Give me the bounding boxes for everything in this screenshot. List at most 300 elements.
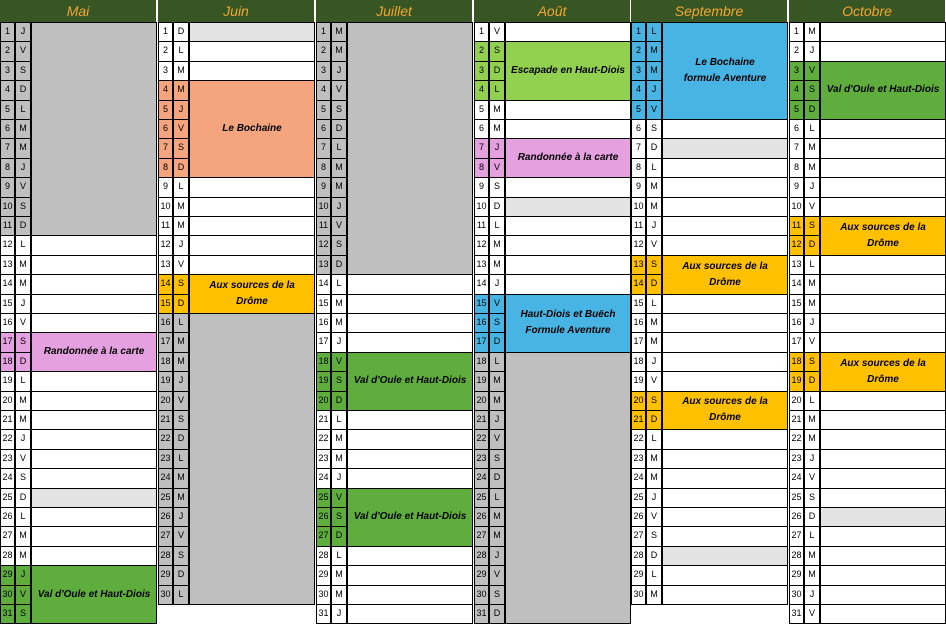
- day-slot[interactable]: [820, 449, 946, 469]
- day-number: 27: [316, 526, 331, 546]
- day-of-week: L: [489, 216, 505, 236]
- day-of-week: J: [489, 138, 505, 158]
- day-of-week: S: [646, 391, 662, 411]
- event-block[interactable]: Aux sources de la Drôme: [820, 352, 946, 392]
- day-of-week: S: [173, 138, 189, 158]
- day-of-week: V: [646, 371, 662, 391]
- day-number: 17: [789, 332, 804, 352]
- day-number: 20: [158, 391, 173, 411]
- day-of-week: M: [489, 391, 505, 411]
- day-number: 18: [474, 352, 489, 372]
- day-number: 4: [158, 80, 173, 100]
- unavailable-block: [189, 313, 315, 605]
- day-of-week: J: [804, 313, 820, 333]
- day-number: 4: [316, 80, 331, 100]
- day-of-week: S: [489, 449, 505, 469]
- day-of-week: M: [15, 119, 31, 139]
- day-of-week: J: [489, 546, 505, 566]
- day-slot[interactable]: [820, 468, 946, 488]
- day-of-week: S: [331, 235, 347, 255]
- day-number: 18: [631, 352, 646, 372]
- day-slot[interactable]: [347, 565, 473, 585]
- day-number: 13: [316, 255, 331, 275]
- unavailable-block: [31, 22, 157, 236]
- day-slot[interactable]: [189, 61, 315, 81]
- day-of-week: D: [15, 352, 31, 372]
- day-slot[interactable]: [505, 100, 631, 120]
- event-block[interactable]: Aux sources de la Drôme: [662, 391, 788, 431]
- day-of-week: D: [646, 274, 662, 294]
- day-of-week: J: [804, 585, 820, 605]
- day-number: 27: [789, 526, 804, 546]
- day-number: 6: [158, 119, 173, 139]
- day-of-week: M: [331, 158, 347, 178]
- day-number: 21: [0, 410, 15, 430]
- day-number: 4: [789, 80, 804, 100]
- day-of-week: V: [15, 41, 31, 61]
- day-number: 13: [0, 255, 15, 275]
- day-slot[interactable]: [662, 546, 788, 566]
- day-of-week: M: [331, 177, 347, 197]
- day-slot[interactable]: [189, 177, 315, 197]
- day-slot[interactable]: [505, 119, 631, 139]
- day-of-week: J: [331, 332, 347, 352]
- day-slot[interactable]: [820, 255, 946, 275]
- day-number: 9: [0, 177, 15, 197]
- day-number: 27: [474, 526, 489, 546]
- day-number: 21: [474, 410, 489, 430]
- day-slot[interactable]: [820, 488, 946, 508]
- day-number: 25: [158, 488, 173, 508]
- day-number: 23: [316, 449, 331, 469]
- day-of-week: L: [15, 371, 31, 391]
- day-slot[interactable]: [820, 294, 946, 314]
- day-of-week: D: [173, 158, 189, 178]
- day-of-week: M: [331, 313, 347, 333]
- day-of-week: M: [15, 274, 31, 294]
- day-slot[interactable]: [820, 391, 946, 411]
- day-of-week: L: [804, 526, 820, 546]
- day-number: 22: [789, 429, 804, 449]
- day-of-week: D: [804, 100, 820, 120]
- day-of-week: M: [489, 507, 505, 527]
- day-number: 26: [474, 507, 489, 527]
- day-number: 7: [474, 138, 489, 158]
- day-slot[interactable]: [662, 526, 788, 546]
- day-of-week: M: [646, 41, 662, 61]
- day-number: 2: [631, 41, 646, 61]
- day-slot[interactable]: [31, 371, 157, 391]
- day-slot[interactable]: [347, 332, 473, 352]
- day-of-week: S: [646, 526, 662, 546]
- day-of-week: L: [15, 235, 31, 255]
- day-slot[interactable]: [820, 177, 946, 197]
- day-of-week: S: [804, 216, 820, 236]
- day-of-week: J: [804, 177, 820, 197]
- day-of-week: M: [804, 138, 820, 158]
- day-number: 22: [474, 429, 489, 449]
- day-of-week: S: [15, 197, 31, 217]
- day-slot[interactable]: [347, 468, 473, 488]
- day-number: 24: [789, 468, 804, 488]
- day-slot[interactable]: [662, 216, 788, 236]
- day-of-week: M: [646, 449, 662, 469]
- day-slot[interactable]: [662, 449, 788, 469]
- event-block[interactable]: Aux sources de la Drôme: [662, 255, 788, 295]
- day-number: 19: [316, 371, 331, 391]
- day-of-week: D: [804, 371, 820, 391]
- day-of-week: M: [331, 449, 347, 469]
- day-number: 2: [158, 41, 173, 61]
- day-slot[interactable]: [31, 429, 157, 449]
- day-slot[interactable]: [189, 197, 315, 217]
- day-slot[interactable]: [505, 216, 631, 236]
- day-slot[interactable]: [31, 410, 157, 430]
- day-number: 12: [0, 235, 15, 255]
- event-block[interactable]: Aux sources de la Drôme: [189, 274, 315, 314]
- day-of-week: V: [173, 255, 189, 275]
- day-slot[interactable]: [820, 429, 946, 449]
- day-number: 13: [158, 255, 173, 275]
- day-number: 22: [631, 429, 646, 449]
- day-of-week: L: [646, 22, 662, 42]
- month-header: Juin: [158, 0, 314, 22]
- event-block[interactable]: Randonnée à la carte: [505, 138, 631, 178]
- day-slot[interactable]: [662, 352, 788, 372]
- day-of-week: V: [331, 352, 347, 372]
- day-number: 29: [631, 565, 646, 585]
- event-block[interactable]: Haut-Diois et Buëch Formule Aventure: [505, 294, 631, 353]
- day-number: 9: [789, 177, 804, 197]
- day-number: 11: [474, 216, 489, 236]
- day-slot[interactable]: [820, 119, 946, 139]
- day-number: 29: [474, 565, 489, 585]
- day-number: 28: [0, 546, 15, 566]
- event-block[interactable]: Randonnée à la carte: [31, 332, 157, 372]
- day-slot[interactable]: [662, 565, 788, 585]
- day-number: 30: [631, 585, 646, 605]
- day-of-week: M: [15, 255, 31, 275]
- day-number: 18: [789, 352, 804, 372]
- day-of-week: M: [15, 391, 31, 411]
- day-slot[interactable]: [189, 235, 315, 255]
- day-of-week: M: [331, 429, 347, 449]
- day-number: 10: [0, 197, 15, 217]
- day-of-week: M: [173, 61, 189, 81]
- day-of-week: M: [646, 61, 662, 81]
- day-number: 27: [631, 526, 646, 546]
- day-slot[interactable]: [347, 313, 473, 333]
- day-number: 4: [0, 80, 15, 100]
- day-number: 25: [0, 488, 15, 508]
- day-slot[interactable]: [31, 488, 157, 508]
- day-number: 4: [631, 80, 646, 100]
- day-of-week: M: [173, 468, 189, 488]
- day-of-week: J: [15, 294, 31, 314]
- day-slot[interactable]: [31, 274, 157, 294]
- day-slot[interactable]: [347, 585, 473, 605]
- day-of-week: L: [331, 274, 347, 294]
- day-slot[interactable]: [820, 410, 946, 430]
- day-number: 19: [789, 371, 804, 391]
- day-of-week: S: [646, 119, 662, 139]
- day-number: 15: [0, 294, 15, 314]
- day-of-week: J: [331, 468, 347, 488]
- day-number: 6: [474, 119, 489, 139]
- day-of-week: D: [173, 294, 189, 314]
- day-of-week: J: [15, 158, 31, 178]
- day-slot[interactable]: [662, 468, 788, 488]
- day-number: 17: [474, 332, 489, 352]
- day-slot[interactable]: [662, 429, 788, 449]
- day-slot[interactable]: [820, 604, 946, 624]
- day-number: 25: [789, 488, 804, 508]
- day-number: 7: [316, 138, 331, 158]
- day-number: 10: [474, 197, 489, 217]
- day-slot[interactable]: [662, 332, 788, 352]
- day-number: 19: [0, 371, 15, 391]
- day-of-week: V: [804, 468, 820, 488]
- day-number: 3: [0, 61, 15, 81]
- event-block[interactable]: Val d'Oule et Haut-Diois: [347, 488, 473, 547]
- day-of-week: D: [15, 80, 31, 100]
- day-number: 30: [316, 585, 331, 605]
- day-slot[interactable]: [189, 255, 315, 275]
- day-slot[interactable]: [662, 488, 788, 508]
- day-of-week: M: [173, 216, 189, 236]
- day-number: 2: [789, 41, 804, 61]
- day-number: 10: [316, 197, 331, 217]
- event-block[interactable]: Val d'Oule et Haut-Diois: [347, 352, 473, 411]
- day-number: 21: [631, 410, 646, 430]
- day-of-week: D: [331, 119, 347, 139]
- day-slot[interactable]: [189, 216, 315, 236]
- day-number: 16: [316, 313, 331, 333]
- day-of-week: L: [646, 565, 662, 585]
- day-number: 18: [0, 352, 15, 372]
- day-slot[interactable]: [347, 274, 473, 294]
- day-number: 23: [631, 449, 646, 469]
- day-number: 22: [0, 429, 15, 449]
- day-slot[interactable]: [347, 294, 473, 314]
- day-number: 20: [0, 391, 15, 411]
- day-of-week: V: [331, 488, 347, 508]
- day-slot[interactable]: [31, 294, 157, 314]
- day-of-week: L: [489, 80, 505, 100]
- day-of-week: J: [646, 80, 662, 100]
- day-of-week: M: [804, 274, 820, 294]
- day-number: 5: [631, 100, 646, 120]
- day-slot[interactable]: [820, 526, 946, 546]
- unavailable-block: [505, 352, 631, 624]
- day-slot[interactable]: [505, 235, 631, 255]
- day-of-week: J: [646, 216, 662, 236]
- day-slot[interactable]: [662, 119, 788, 139]
- day-number: 26: [789, 507, 804, 527]
- day-slot[interactable]: [505, 255, 631, 275]
- day-slot[interactable]: [820, 332, 946, 352]
- day-number: 19: [474, 371, 489, 391]
- event-block[interactable]: Val d'Oule et Haut-Diois: [31, 565, 157, 624]
- day-of-week: M: [331, 22, 347, 42]
- day-of-week: L: [804, 119, 820, 139]
- day-number: 1: [158, 22, 173, 42]
- day-slot[interactable]: [662, 294, 788, 314]
- day-of-week: V: [804, 61, 820, 81]
- day-number: 10: [789, 197, 804, 217]
- day-slot[interactable]: [31, 507, 157, 527]
- day-of-week: L: [489, 488, 505, 508]
- day-number: 5: [316, 100, 331, 120]
- day-slot[interactable]: [662, 313, 788, 333]
- day-number: 20: [316, 391, 331, 411]
- day-of-week: S: [489, 177, 505, 197]
- day-number: 17: [158, 332, 173, 352]
- day-number: 23: [474, 449, 489, 469]
- day-number: 7: [631, 138, 646, 158]
- day-number: 31: [789, 604, 804, 624]
- day-slot[interactable]: [189, 41, 315, 61]
- day-of-week: D: [489, 61, 505, 81]
- day-number: 19: [158, 371, 173, 391]
- day-slot[interactable]: [820, 138, 946, 158]
- day-slot[interactable]: [820, 313, 946, 333]
- day-slot[interactable]: [820, 507, 946, 527]
- day-slot[interactable]: [31, 526, 157, 546]
- day-of-week: D: [15, 216, 31, 236]
- day-number: 20: [474, 391, 489, 411]
- day-of-week: M: [489, 235, 505, 255]
- day-slot[interactable]: [347, 410, 473, 430]
- day-number: 29: [158, 565, 173, 585]
- day-of-week: M: [646, 332, 662, 352]
- day-number: 23: [0, 449, 15, 469]
- day-slot[interactable]: [505, 197, 631, 217]
- day-slot[interactable]: [820, 585, 946, 605]
- day-of-week: L: [15, 507, 31, 527]
- day-of-week: M: [489, 100, 505, 120]
- day-slot[interactable]: [662, 138, 788, 158]
- month-header: Juillet: [316, 0, 472, 22]
- day-of-week: V: [173, 119, 189, 139]
- event-block[interactable]: Val d'Oule et Haut-Diois: [820, 61, 946, 120]
- day-of-week: M: [489, 255, 505, 275]
- day-number: 13: [631, 255, 646, 275]
- day-slot[interactable]: [31, 391, 157, 411]
- day-number: 29: [789, 565, 804, 585]
- day-slot[interactable]: [189, 22, 315, 42]
- day-of-week: J: [331, 61, 347, 81]
- day-number: 28: [158, 546, 173, 566]
- day-of-week: L: [173, 585, 189, 605]
- day-of-week: M: [173, 197, 189, 217]
- day-slot[interactable]: [505, 177, 631, 197]
- day-slot[interactable]: [662, 507, 788, 527]
- day-of-week: S: [331, 371, 347, 391]
- day-of-week: L: [331, 138, 347, 158]
- day-slot[interactable]: [820, 158, 946, 178]
- day-of-week: D: [173, 565, 189, 585]
- event-block[interactable]: Escapade en Haut-Diois: [505, 41, 631, 100]
- day-number: 15: [631, 294, 646, 314]
- day-slot[interactable]: [347, 429, 473, 449]
- day-slot[interactable]: [662, 585, 788, 605]
- day-of-week: V: [15, 449, 31, 469]
- day-slot[interactable]: [31, 235, 157, 255]
- day-number: 24: [0, 468, 15, 488]
- day-slot[interactable]: [820, 546, 946, 566]
- day-slot[interactable]: [662, 177, 788, 197]
- day-of-week: J: [173, 235, 189, 255]
- day-slot[interactable]: [820, 197, 946, 217]
- day-number: 23: [789, 449, 804, 469]
- day-slot[interactable]: [505, 274, 631, 294]
- day-slot[interactable]: [31, 313, 157, 333]
- day-of-week: S: [15, 61, 31, 81]
- day-number: 16: [631, 313, 646, 333]
- day-number: 3: [316, 61, 331, 81]
- event-block[interactable]: Le Bochaine formule Aventure: [662, 22, 788, 120]
- day-number: 9: [158, 177, 173, 197]
- day-slot[interactable]: [820, 565, 946, 585]
- day-slot[interactable]: [31, 468, 157, 488]
- event-block[interactable]: Aux sources de la Drôme: [820, 216, 946, 256]
- day-slot[interactable]: [31, 546, 157, 566]
- day-of-week: V: [489, 565, 505, 585]
- day-of-week: L: [646, 294, 662, 314]
- day-of-week: J: [173, 100, 189, 120]
- day-of-week: M: [804, 565, 820, 585]
- day-slot[interactable]: [662, 158, 788, 178]
- day-slot[interactable]: [820, 41, 946, 61]
- day-of-week: V: [173, 526, 189, 546]
- day-of-week: V: [489, 294, 505, 314]
- day-number: 28: [789, 546, 804, 566]
- day-slot[interactable]: [31, 449, 157, 469]
- day-number: 8: [158, 158, 173, 178]
- day-of-week: S: [15, 332, 31, 352]
- day-of-week: L: [331, 546, 347, 566]
- day-of-week: L: [173, 177, 189, 197]
- day-of-week: V: [15, 585, 31, 605]
- day-of-week: V: [331, 80, 347, 100]
- day-of-week: J: [173, 507, 189, 527]
- day-slot[interactable]: [662, 371, 788, 391]
- day-slot[interactable]: [347, 604, 473, 624]
- day-of-week: M: [804, 410, 820, 430]
- day-slot[interactable]: [820, 274, 946, 294]
- day-number: 31: [474, 604, 489, 624]
- day-slot[interactable]: [347, 449, 473, 469]
- day-slot[interactable]: [820, 22, 946, 42]
- day-number: 26: [631, 507, 646, 527]
- day-slot[interactable]: [505, 22, 631, 42]
- day-of-week: M: [331, 294, 347, 314]
- event-block[interactable]: Le Bochaine: [189, 80, 315, 178]
- day-of-week: V: [489, 429, 505, 449]
- day-number: 3: [789, 61, 804, 81]
- day-number: 6: [316, 119, 331, 139]
- day-number: 28: [474, 546, 489, 566]
- day-slot[interactable]: [662, 235, 788, 255]
- day-number: 23: [158, 449, 173, 469]
- day-slot[interactable]: [31, 255, 157, 275]
- day-of-week: M: [15, 546, 31, 566]
- day-slot[interactable]: [347, 546, 473, 566]
- day-number: 21: [158, 410, 173, 430]
- day-number: 14: [158, 274, 173, 294]
- day-slot[interactable]: [662, 197, 788, 217]
